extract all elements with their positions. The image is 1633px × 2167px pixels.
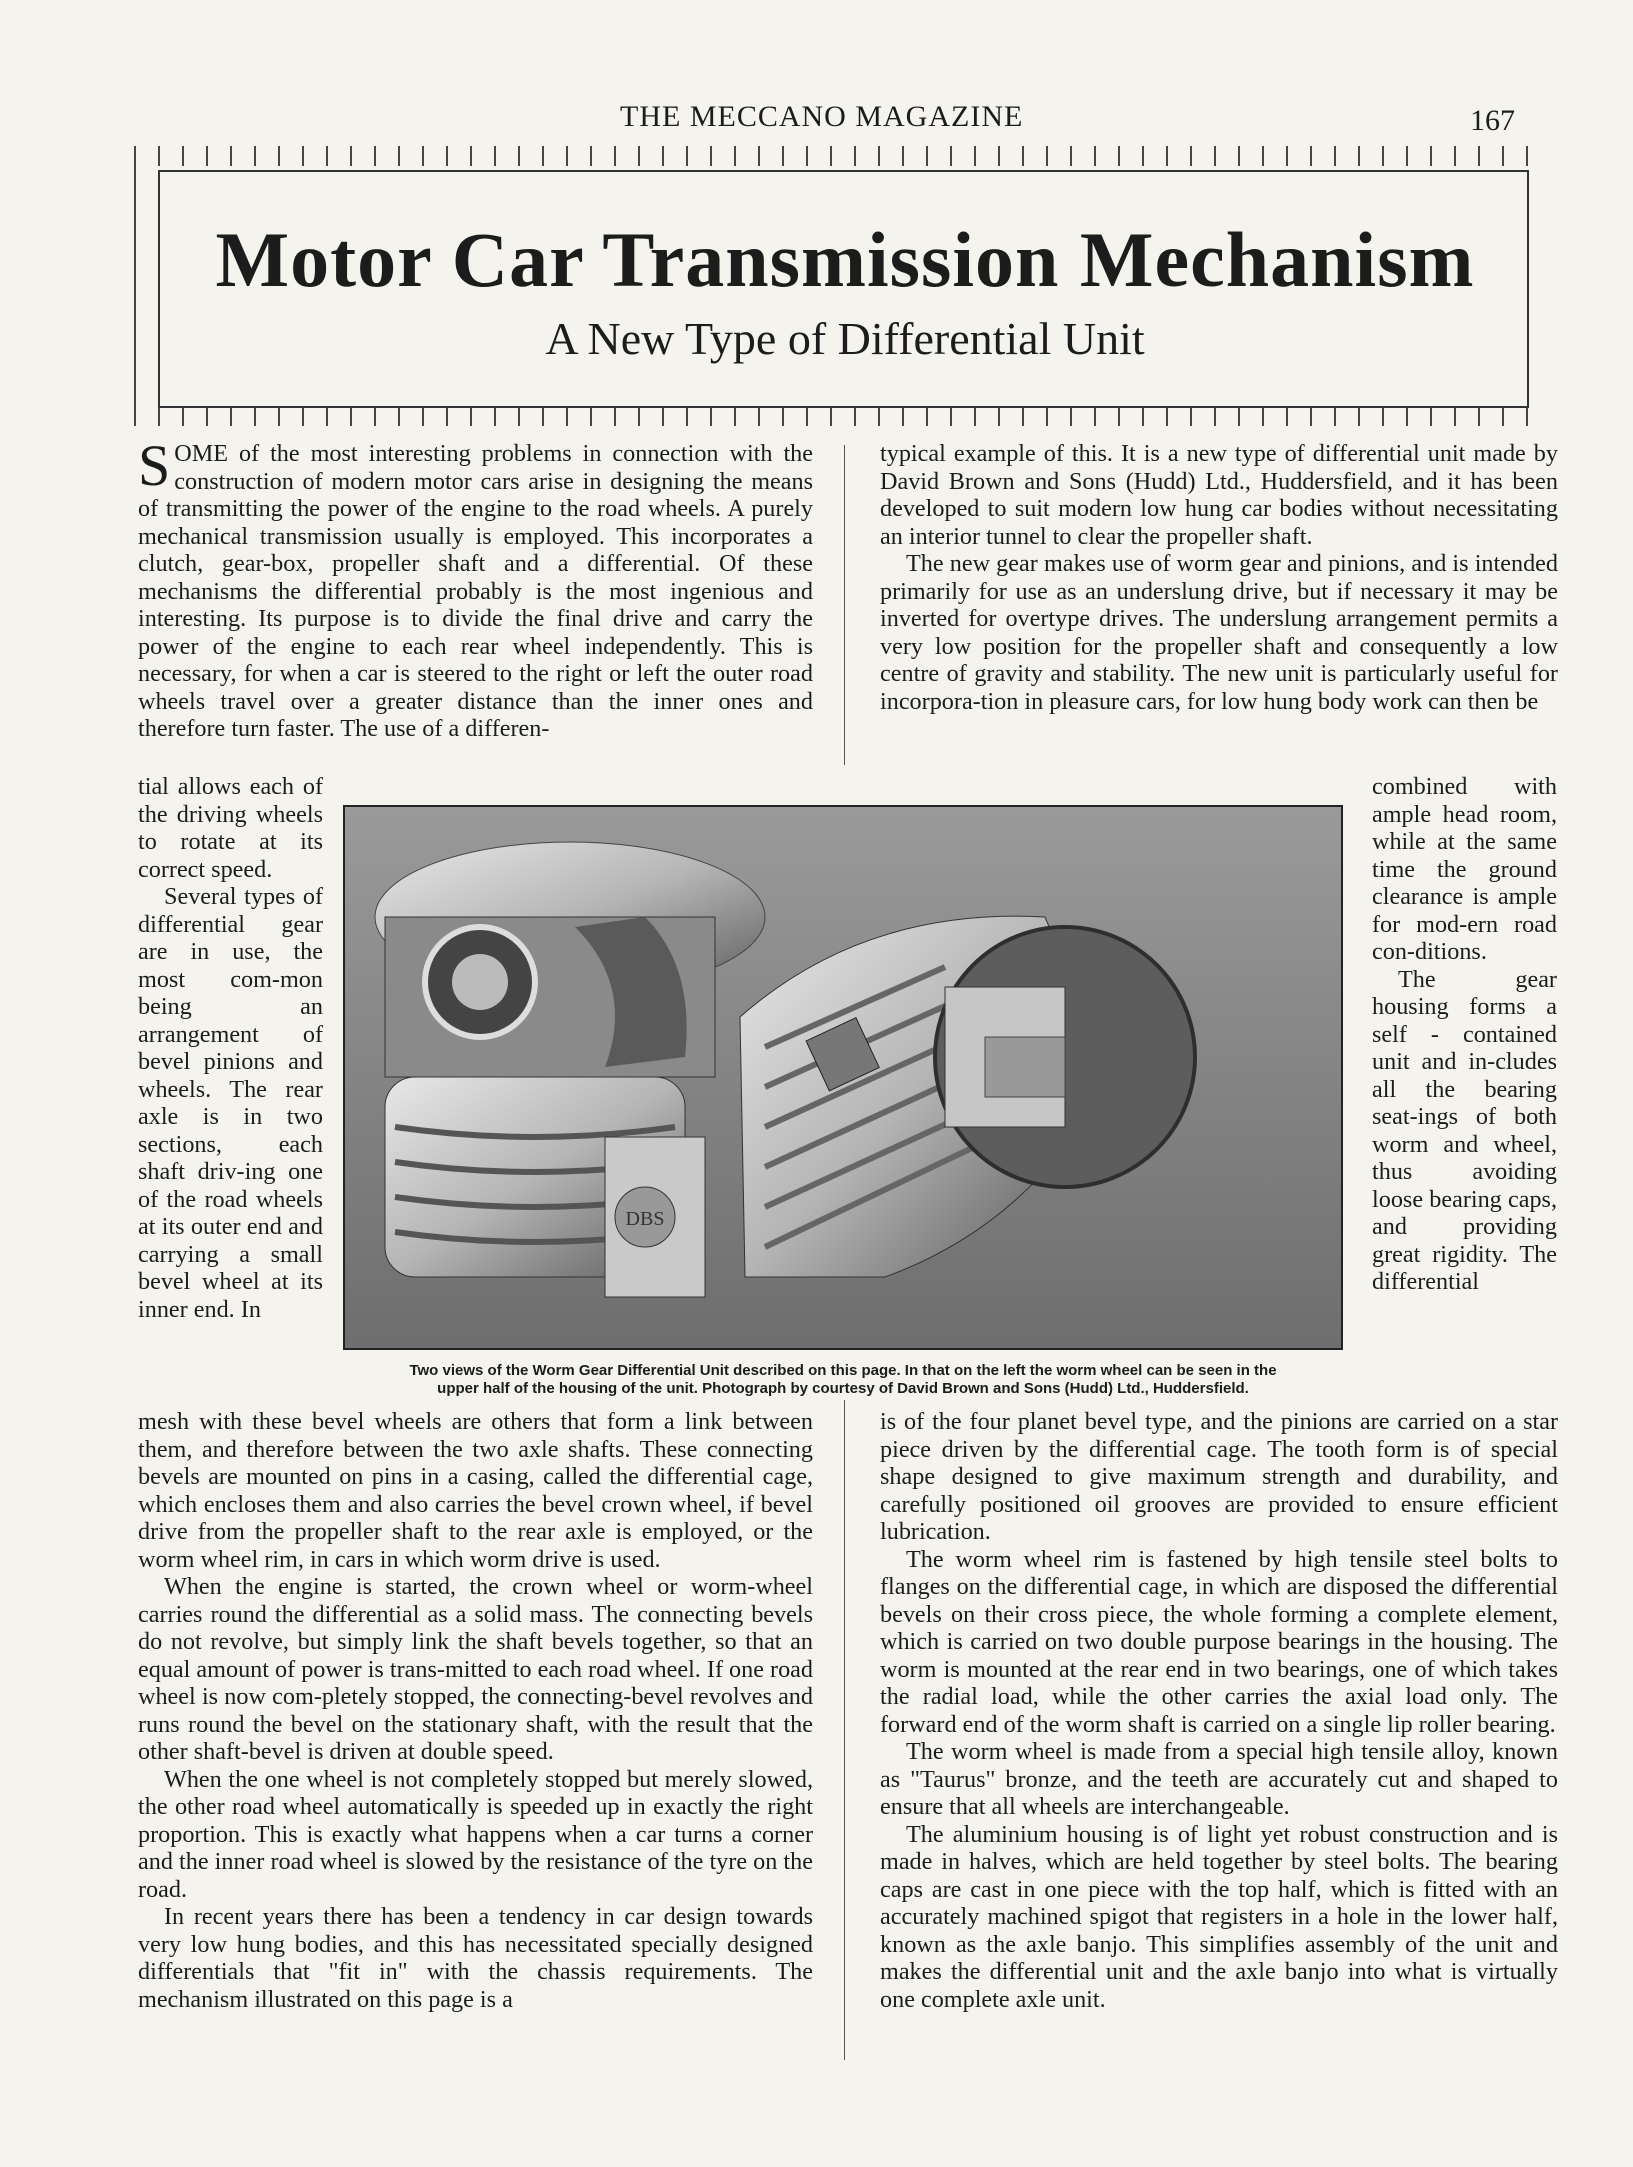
article-title: Motor Car Transmission Mechanism: [215, 216, 1475, 303]
narrow-left-column: [138, 773, 323, 1323]
paragraph: In recent years there has been a tendency in car design towards very low hung bodies, and this has necessitated specially designed differentials that "fit in" with the chassis requirements. The mechanism illustrated on this page is a: [138, 1903, 813, 2013]
right-column-top: [880, 440, 1558, 715]
left-column-bottom: [138, 1408, 813, 2013]
paragraph: The aluminium housing is of light yet robust construction and is made in halves, which are held together by steel bolts. The bearing caps are cast in one piece with the top half, which is fitted with an accurately machined spigot that registers in a hole in the lower half, known as the axle banjo. This simplifies assembly of the unit and makes the differential unit and the axle banjo into what is virtually one complete axle unit.: [880, 1820, 1558, 2013]
caption-line: Two views of the Worm Gear Differential Unit described on this page. In that on the left the worm wheel can be seen in the: [409, 1362, 1277, 1379]
photo-caption: [343, 1362, 1343, 1398]
drop-cap: S: [138, 433, 171, 498]
opening-paragraph: [138, 433, 813, 743]
column-divider: [844, 1400, 845, 2060]
right-column-bottom: [880, 1408, 1558, 2013]
paragraph: tial allows each of the driving wheels to rotate at its correct speed.: [138, 773, 323, 883]
paragraph: When the one wheel is not completely stopped but merely slowed, the other road wheel automatically is speeded up in exactly the right proportion. This is exactly what happens when a car turns a corner and the inner road wheel is slowed by the resistance of the tyre on the road.: [138, 1765, 813, 1903]
paragraph: typical example of this. It is a new type of differential unit made by David Brown and Sons (Hudd) Ltd., Huddersfield, and it has been developed to suit modern low hung car bodies without necessitating an interior tunnel to clear the propeller shaft.: [880, 440, 1558, 550]
caption-line: upper half of the housing of the unit. Photograph by courtesy of David Brown and Sons (Hudd) Ltd., Huddersfield.: [437, 1380, 1249, 1397]
photo-illustration: [345, 807, 1341, 1348]
paragraph: Several types of differential gear are in use, the most com-mon being an arrangement of bevel pinions and wheels. The rear axle is in two sections, each shaft driv-ing one of the road wheels at its outer end and carrying a small bevel wheel at its inner end. In: [138, 883, 323, 1323]
paragraph: The gear housing forms a self - contained unit and in-cludes all the bearing seat-ings of both worm and wheel, thus avoiding loose bearing caps, and providing great rigidity. The differential: [1372, 965, 1557, 1295]
column-divider: [844, 445, 845, 765]
paragraph: combined with ample head room, while at the same time the ground clearance is ample for mod-ern road con-ditions.: [1372, 773, 1557, 965]
paragraph: The worm wheel rim is fastened by high tensile steel bolts to flanges on the differential cage, in which are disposed the differential bevels on their cross piece, the whole forming a complete element, which is carried on two double purpose bearings in the housing. The worm is mounted at the rear end in two bearings, one of which takes the radial load, while the other carries the axial load only. The forward end of the worm shaft is carried on a single lip roller bearing.: [880, 1545, 1558, 1738]
paragraph: is of the four planet bevel type, and the pinions are carried on a star piece driven by the differential cage. The tooth form is of special shape designed to give maximum strength and durability, and carefully positioned oil grooves are provided to ensure efficient lubrication.: [880, 1408, 1558, 1545]
left-column-top: [138, 433, 813, 743]
opening-text: OME of the most interesting problems in connection with the construction of modern motor cars arise in designing the means of transmitting the power of the engine to the road wheels. A purely mechanical transmission usually is employed. This incorporates a clutch, gear-box, propeller shaft and a differential. Of these mechanisms the differential probably is the most ingenious and interesting. Its purpose is to divide the final drive and carry the power of the engine to each rear wheel independently. This is necessary, for when a car is steered to the right or left the outer road wheels travel over a greater distance than the inner ones and therefore turn faster. The use of a differen-: [138, 440, 813, 742]
narrow-right-column: [1372, 773, 1557, 1296]
paragraph: The worm wheel is made from a special high tensile alloy, known as "Taurus" bronze, and the teeth are accurately cut and shaped to ensure that all wheels are interchangeable.: [880, 1738, 1558, 1820]
differential-unit-photo: [343, 805, 1343, 1350]
paragraph: When the engine is started, the crown wheel or worm-wheel carries round the differential as a solid mass. The connecting bevels do not revolve, but simply link the shaft bevels together, so that an equal amount of power is trans-mitted to each road wheel. If one road wheel is now com-pletely stopped, the connecting-bevel revolves and runs round the bevel on the stationary shaft, with the result that the other shaft-bevel is driven at double speed.: [138, 1573, 813, 1765]
emblem-text: DBS: [625, 1208, 665, 1230]
article-subtitle: A New Type of Differential Unit: [545, 313, 1145, 364]
paragraph: mesh with these bevel wheels are others that form a link between them, and therefore between the two axle shafts. These connecting bevels are mounted on pins in a casing, called the differential cage, which encloses them and also carries the bevel crown wheel, if bevel drive from the propeller shaft to the rear axle is employed, or the worm wheel rim, in cars in which worm drive is used.: [138, 1408, 813, 1573]
running-header: THE MECCANO MAGAZINE: [620, 100, 1024, 133]
page-number: 167: [1470, 104, 1515, 137]
paragraph: The new gear makes use of worm gear and pinions, and is intended primarily for use as an underslung drive, but if necessary it may be inverted for overtype drives. The underslung arrangement permits a very low position for the propeller shaft and consequently a low centre of gravity and stability. The new unit is particularly useful for incorpora-tion in pleasure cars, for low hung body work can then be: [880, 550, 1558, 715]
